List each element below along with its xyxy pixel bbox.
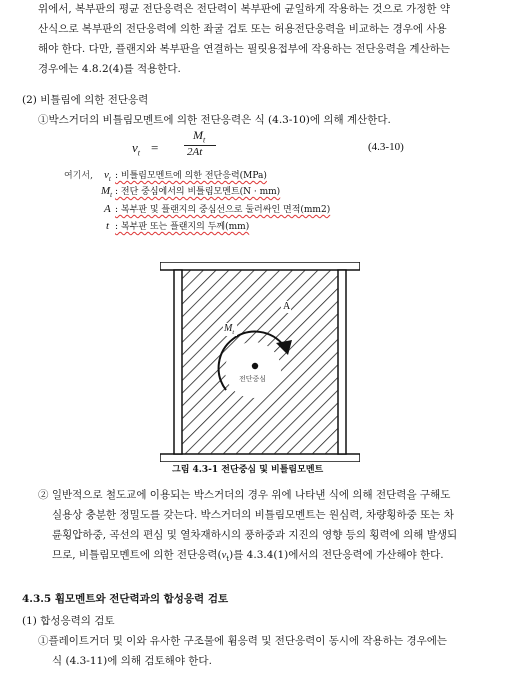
figure-center-label: 전단중심 <box>239 375 267 383</box>
definition-symbol-vt: $v_t$ <box>104 169 111 184</box>
figure-caption: 그림 4.3-1 전단중심 및 비틀림모멘트 <box>172 465 324 475</box>
shear-center-dot <box>252 363 258 369</box>
inline-symbol-vt: v <box>221 550 227 561</box>
paragraph-1-line-1: 위에서, 복부판의 평균 전단응력은 전단력이 복부판에 균일하게 작용하는 것으로 가정한 약 <box>38 3 451 15</box>
figure-label-mt: $M_t$ <box>224 323 235 336</box>
center-label-circle <box>225 342 281 398</box>
paragraph-1-line-3: 해야 한다. 다만, 플랜지와 복부판을 연결하는 필릿용접부에 작용하는 전단응력을 계산하는 <box>38 43 451 55</box>
section-2-item-1: ①박스거더의 비틀림모멘트에 의한 전단응력은 식 (4.3-10)에 의해 계산한다. <box>38 114 391 126</box>
equation-number: (4.3-10) <box>368 141 404 153</box>
paragraph-1-line-2: 산식으로 복부판의 전단응력에 의한 좌굴 검토 또는 허용전단응력을 비교하는 경우에 사용 <box>38 23 447 35</box>
left-web <box>174 270 182 454</box>
figure-box-girder <box>160 262 360 462</box>
equation-numerator: $M_t$ <box>193 128 206 145</box>
definition-symbol-t: t <box>106 220 110 232</box>
equation-equals: = <box>151 140 159 155</box>
definition-desc-vt: : 비틀림모멘트에 의한 전단응력(MPa) <box>115 171 267 181</box>
item-2-line-3: 륜횡압하중, 곡선의 편심 및 열차재하시의 풍하중과 지진의 영향 등의 횡력에 의해 발생되 <box>52 529 458 541</box>
section-4-3-5-item-1-line-2: 식 (4.3-11)에 의해 검토해야 한다. <box>52 655 212 667</box>
section-4-3-5-sub-1: (1) 합성응력의 검토 <box>22 615 115 627</box>
section-4-3-5-heading: 4.3.5 휨모멘트와 전단력과의 합성응력 검토 <box>22 593 229 605</box>
right-web <box>338 270 346 454</box>
figure-label-a: A <box>283 301 291 312</box>
item-2-line-2: 실용상 충분한 정밀도를 갖는다. 박스거더의 비틀림모멘트는 원심력, 차량횡하중 또는 차 <box>52 509 454 521</box>
top-flange <box>160 262 360 270</box>
item-2-line-4: 므로, 비틀림모멘트에 의한 전단응력$(v_t)$를 4.3.4(1)에서의 전단응력에 가산해야 한다. <box>52 549 444 564</box>
section-2-heading: (2) 비틀림에 의한 전단응력 <box>22 94 149 106</box>
item-2-line-1: ② 일반적으로 철도교에 이용되는 박스거더의 경우 위에 나타낸 식에 의해 전단력을 구해도 <box>38 489 451 501</box>
equation-denominator: 2At <box>187 146 203 158</box>
definition-symbol-mt: $M_t$ <box>101 185 113 200</box>
paragraph-1-line-4: 경우에는 4.8.2(4)를 적용한다. <box>38 63 181 75</box>
definitions-intro: 여기서, <box>64 171 93 181</box>
definition-desc-mt: : 전단 중심에서의 비틀림모멘트(N · mm) <box>115 187 281 197</box>
definition-desc-a: : 복부판 및 플랜지의 중심선으로 둘러싸인 면적(mm2) <box>115 205 331 215</box>
definition-desc-t: : 복부판 또는 플랜지의 두께(mm) <box>115 222 250 232</box>
definition-symbol-a: A <box>104 203 111 215</box>
section-4-3-5-item-1-line-1: ①플레이트거더 및 이와 유사한 구조물에 휨응력 및 전단응력이 동시에 작용하는 경우에는 <box>38 635 448 647</box>
bottom-flange <box>160 454 360 462</box>
equation-lhs: $v_t$ <box>132 140 141 158</box>
